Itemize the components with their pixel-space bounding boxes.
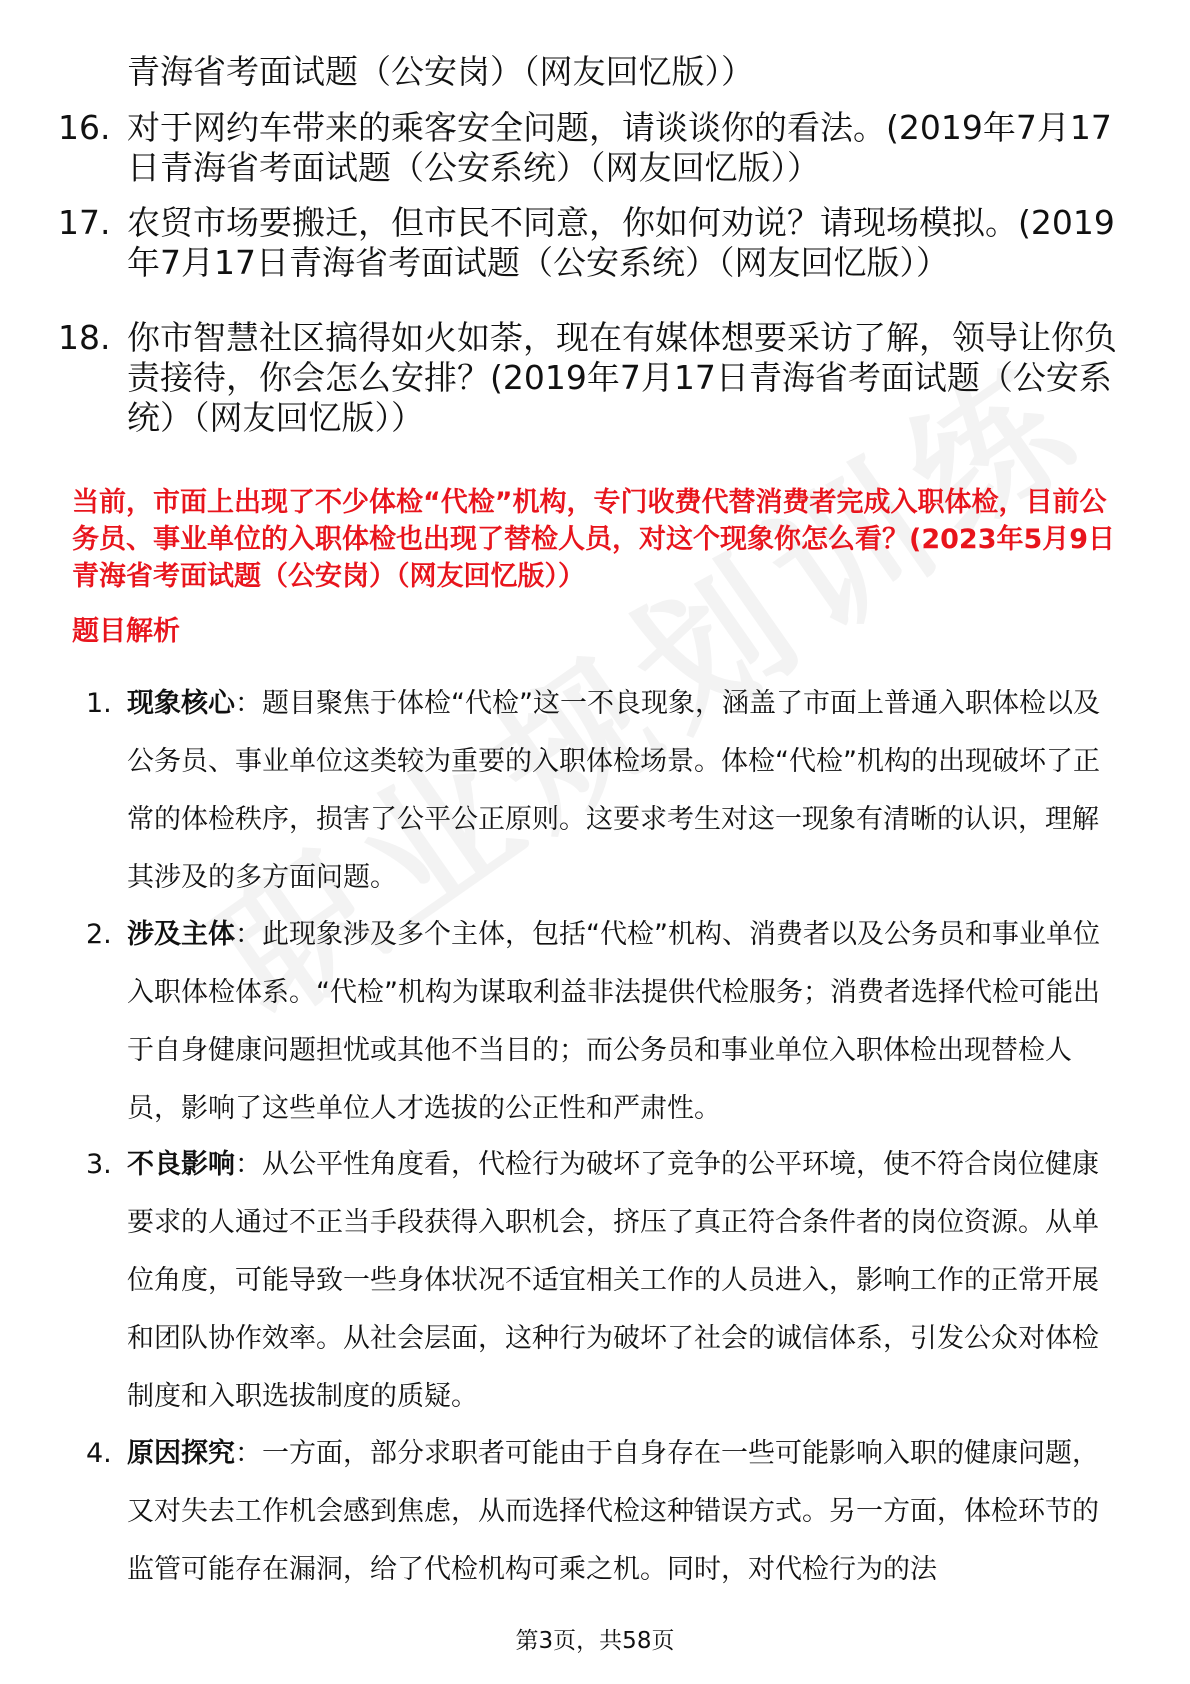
point-separator: ： [235,919,262,950]
section-title: 题目解析 [72,616,180,647]
point-separator: ： [235,1149,262,1180]
point-body [127,906,1117,1138]
point-separator: ： [235,688,262,719]
point-number: 1. [86,688,112,719]
question-continuation: 青海省考面试题（公安岗）（网友回忆版）） [127,52,754,91]
point-title: 不良影响 [127,1149,235,1180]
question-text: 你市智慧社区搞得如火如荼，现在有媒体想要采访了解，领导让你负责接待，你会怎么安排？(2019年7月17日青海省考面试题（公安系统）（网友回忆版）） [127,318,1117,437]
point-text: 题目聚焦于体检“代检”这一不良现象，涵盖了市面上普通入职体检以及公务员、事业单位这类较为重要的入职体检场景。体检“代检”机构的出现破坏了正常的体检秩序，损害了公平公正原则。这要求考生对这一现象有清晰的认识，理解其涉及的多方面问题。 [127,688,1100,893]
point-text: 从公平性角度看，代检行为破坏了竞争的公平环境，使不符合岗位健康要求的人通过不正当手段获得入职机会，挤压了真正符合条件者的岗位资源。从单位角度，可能导致一些身体状况不适宜相关工作的人员进入，影响工作的正常开展和团队协作效率。从社会层面，这种行为破坏了社会的诚信体系，引发公众对体检制度和入职选拔制度的质疑。 [127,1149,1099,1412]
point-title: 原因探究 [127,1438,235,1469]
question-text: 农贸市场要搬迁，但市民不同意，你如何劝说？请现场模拟。(2019年7月17日青海省考面试题（公安系统）（网友回忆版）） [127,203,1115,282]
main-question: 当前，市面上出现了不少体检“代检”机构，专门收费代替消费者完成入职体检，目前公务员、事业单位的入职体检也出现了替检人员，对这个现象你怎么看？(2023年5月9日青海省考面试题（公安岗）（网友回忆版）） [72,487,1116,592]
point-title: 现象核心 [127,688,235,719]
point-body [127,1136,1117,1426]
point-number: 4. [86,1438,112,1469]
point-text: 此现象涉及多个主体，包括“代检”机构、消费者以及公务员和事业单位入职体检体系。“代检”机构为谋取利益非法提供代检服务；消费者选择代检可能出于自身健康问题担忧或其他不当目的；而公务员和事业单位入职体检出现替检人员，影响了这些单位人才选拔的公正性和严肃性。 [127,919,1100,1124]
question-number: 17. [58,203,111,242]
question-text: 对于网约车带来的乘客安全问题，请谈谈你的看法。(2019年7月17日青海省考面试题（公安系统）（网友回忆版）） [127,108,1112,187]
question-number: 16. [58,108,111,147]
page-footer: 第3页，共58页 [515,1628,675,1654]
point-number: 3. [86,1149,112,1180]
point-separator: ： [235,1438,262,1469]
point-title: 涉及主体 [127,919,235,950]
point-body [127,675,1117,907]
point-text: 一方面，部分求职者可能由于自身存在一些可能影响入职的健康问题，又对失去工作机会感到焦虑，从而选择代检这种错误方式。另一方面，体检环节的监管可能存在漏洞，给了代检机构可乘之机。同时，对代检行为的法 [127,1438,1099,1585]
question-number: 18. [58,318,111,357]
point-body [127,1425,1117,1599]
point-number: 2. [86,919,112,950]
